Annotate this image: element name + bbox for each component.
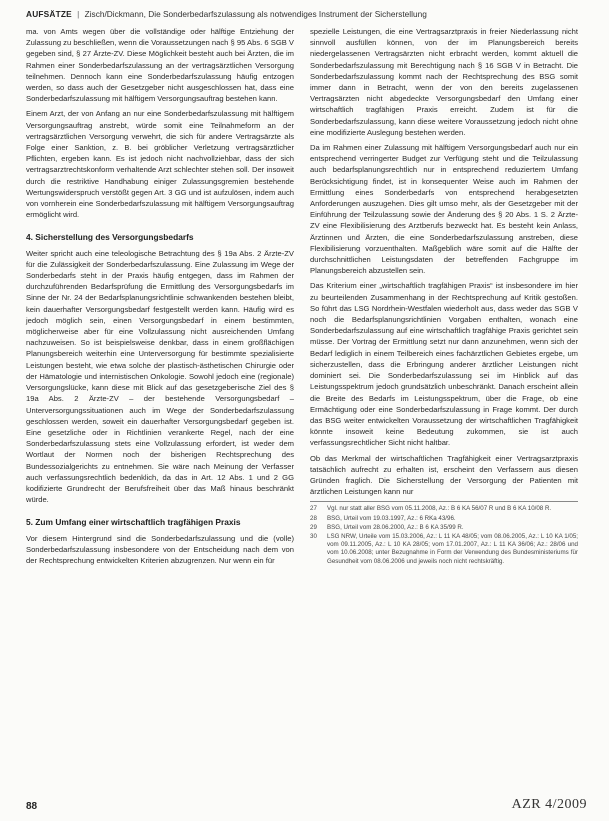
footnote — [310, 533, 578, 566]
paragraph: Das Kriterium einer „wirtschaftlich tragfähigen Praxis“ ist insbesondere im hier zu beurteilenden Zusammenhang in der Rechtsprechung auf Kritik gestoßen. So führt das LSG Nordrhein-Westfalen wiederholt aus, dass weder das SGB V noch die Bedarfsplanungsrichtlinien Vorgaben enthalten, wonach eine Sonderbedarfszulassung auf eine wirtschaftlich tragfähige Praxis gerichtet sein müsse. Der Vortrag der Ermittlung setzt nur dann anzunehmen, wenn sich der Bedarf lediglich in einem Teilbereich eines fachärztlichen Gebietes ergebe, um sicherzustellen, dass die Erbringung anderer ärztlicher Leistungen nicht dominiert sei. Die Sonderbedarfszulassung sei im Hinblick auf das Leistungsspektrum jedoch grundsätzlich unbeschränkt. Danach erscheint allein die Breite des Bedarfs im Leistungsspektrum, über die Frage, ob eine Ermächtigung oder eine Sonderbedarfszulassung in Frage kommt. Der durch das BSG weiter entwickelten Voraussetzung der wirtschaftlichen Tragfähigkeit könnte insoweit keine Bedeutung zukommen, sie ist auch verfassungsrechtlicher Sicht nicht haltbar. — [310, 281, 578, 448]
footnote-text: BSG, Urteil vom 19.03.1997, Az.: 6 RKa 43/96. — [327, 514, 456, 522]
section-heading: 4. Sicherstellung des Versorgungsbedarfs — [26, 232, 194, 243]
right-column — [310, 26, 578, 567]
footnote-number: 30 — [310, 532, 317, 540]
paragraph: Ob das Merkmal der wirtschaftlichen Tragfähigkeit einer Vertragsarztpraxis tatsächlich aufrecht zu erhalten ist, erscheint den Verfassern aus diesen Gründen fraglich. Die Sicherstellung der Versorgung der Patienten mit ärztlichen Leistungen kann nur — [310, 453, 578, 497]
paragraph: Da im Rahmen einer Zulassung mit hälftigem Versorgungsbedarf auch nur ein entsprechend verringerter Budget zur Verfügung steht und die Teilzulassung auch bedarfsplanungsrechtlich nur in entsprechend reduziertem Umfang Berücksichtigung findet, ist in konsequenter Weise auch im Rahmen der Ermittlung eines Sonderbedarfs von entsprechend herabgesetzten Anforderungen auszugehen. Dies gilt umso mehr, als der Gesetzgeber mit der Einführung der Teilzulassung sowie der Änderung des § 20 Abs. 1 S. 2 Ärzte-ZV eine Flexibilisierung des Arztberufs bezweckt hat. Es besteht kein Anlass, Ärztinnen und Ärzten, die eine Sonderbedarfszulassung anstreben, diese Flexibilisierung vorzuenthalten. Maßgeblich wäre somit auf die Hälfte der durchschnittlichen Leistungsdaten der betreffenden Fachgruppe im Planungsbereich abzustellen sein. — [310, 143, 578, 276]
paragraph: Einem Arzt, der von Anfang an nur eine Sonderbedarfszulassung mit hälftigem Versorgungsauftrag anstrebt, würde somit eine Teilnahmeform an der vertragsärztlichen Versorgung verwehrt, die sich für andere Vertragsärzte als Folge einer Sanktion, z. B. bei gröblicher Verletzung vertragsärztlicher Pflichten, ergeben kann. Es ist jedoch nicht nachvollziehbar, dass der sich vertragsarztrechtskonform verhaltende Arzt schlechter stehen soll. Der insoweit durch die restriktive Handhabung einiger Zulassungsgremien bestehende Wertungswiderspruch verstößt gegen Art. 3 GG und ist aufzulösen, indem auch von vornherein eine Sonderbedarfszulassung mit hälftigem Versorgungsauftrag ermöglicht wird. — [26, 109, 294, 220]
footnote — [310, 515, 578, 523]
paragraph: Weiter spricht auch eine teleologische Betrachtung des § 19a Abs. 2 Ärzte-ZV für die Zulässigkeit der Sonderbedarfszulassung. Eine Zulassung im Wege der Sonderbedarfs steht in der Praxis häufig entgegen, dass im Rahmen der durchzuführenden Bedarfsprüfung die Ermittlung des Versorgungsbedarfs im Sinne der Nr. 24 der Bedarfsplanungsrichtlinie schwankenden bestehen bleibt, kein dauerhafter Versorgungsbedarf festgestellt werden kann. Häufig wird es jedoch möglich sein, einen Versorgungsbedarf in einem bestimmten, möglicherweise aber für eine Vollzulassung nicht ausreichenden Umfang nachzuweisen. So ist beispielsweise denkbar, dass in einem großflächigen Planungsbereich weiterhin eine Unterversorgung für bestimmte spezialisierte Leistungen besteht, wie etwa solche der plastisch-ästhetischen Chirurgie oder der Hämatologie und internistischen Onkologie. Sowohl jedoch eine (regionale) Versorgungslücke, kann diese mit Blick auf das gesetzgeberische Ziel des § 19a Abs. 2 Ärzte-ZV – der bestehende Versorgungsbedarf – Unterversorgungssituationen auch im Wege der Sonderbedarfszulassung geschlossen werden, soweit ein dauerhafter Versorgungsbedarf gegeben ist. Eine gesetzliche oder in Richtlinien verankerte Regel, nach der eine Sonderbedarfszulassung stets eine Vollzulassung erfordert, ist weder dem Wortlaut der Normen noch der bisherigen Rechtsprechung des Bundessozialgerichts zu entnehmen. Sie wäre nach Meinung der Verfasser auch verfassungsrechtlich bedenklich, da das in Art. 12 Abs. 1 und 2 GG kodifizierte Grundrecht der Berufsfreiheit über das Maß hinaus beschränkt würde. — [26, 248, 294, 505]
running-header — [26, 8, 586, 20]
article-running-title: Zisch/Dickmann, Die Sonderbedarfszulassung als notwendiges Instrument der Sicherstellung — [84, 9, 427, 19]
paragraph: ma. von Amts wegen über die vollständige oder hälftige Entziehung der Zulassung zu beschließen, wenn die Voraussetzungen nach § 95 Abs. 6 SGB V gegeben sind, § 27 Ärzte-ZV. Diese Möglichkeit besteht auch bei Ärzten, die im Rahmen einer Sonderbedarfszulassung an der vertragsärztlichen Versorgung teilnehmen. Dennoch kann eine Sonderbedarfszulassung häufig entzogen werden, so dass auch der Gesetzgeber nicht ausgeschlossen hat, dass eine Sonderbedarfszulassung mit hälftigem Versorgungsauftrag bestehen kann. — [26, 27, 294, 104]
footnote-number: 28 — [310, 514, 317, 522]
paragraph: Vor diesem Hintergrund sind die Sonderbedarfszulassung und die (volle) Sonderbedarfszulassung insbesondere von der Entscheidung nach dem von der Rechtsprechung entwickelten Kriterien abzugrenzen. Nur wenn ein für — [26, 533, 294, 565]
footnote-text: LSG NRW, Urteile vom 15.03.2006, Az.: L 11 KA 48/05; vom 08.06.2005, Az.: L 10 KA 1/05; vom 09.11.2005, Az.: L 10 KA 28/05; vom 17.01.2007, Az.: L 11 KA 36/06; Az.: 28/06 und vom 10.06.2008; unter Bezugnahme in Form der Verwendung des Bundesministeriums für Gesundheit vom 08.06.2006 und jeweils noch nicht rechtskräftig. — [327, 532, 578, 565]
footnotes — [310, 501, 578, 565]
footnote-number: 27 — [310, 505, 317, 513]
section-label: AUFSÄTZE — [26, 9, 72, 19]
footnote-text: Vgl. nur statt aller BSG vom 05.11.2008, Az.: B 6 KA 56/07 R und B 6 KA 10/08 R. — [327, 505, 552, 513]
header-separator: | — [77, 9, 80, 19]
section-heading: 5. Zum Umfang einer wirtschaftlich tragfähigen Praxis — [26, 517, 241, 528]
footnote — [310, 524, 578, 532]
page-number: 88 — [26, 801, 38, 812]
paragraph: spezielle Leistungen, die eine Vertragsarztpraxis in freier Niederlassung nicht sinnvoll ausfüllen können, von der im Planungsbereich bereits niedergelassenen Vertragsärzten nicht erbracht werden, kommt aktuell die Sonderbedarfszulassung mit Berechtigung nach § 16 SGB V in Betracht. Die Sonderbedarfszulassung kommt nach der Rechtsprechung des BSG somit immer dann in Betracht, wenn der von den bereits zugelassenen Vertragsärzten nicht abgedeckte Versorgungsbedarf den Umfang einer wirtschaftlich tragfähigen Praxis erreicht. Zudem ist für die Sonderbedarfszulassung, kann diese weitere Voraussetzung jedoch nicht ohne eine modifizierte Auslegung bestehen werden. — [310, 27, 578, 137]
left-column — [26, 26, 294, 570]
footnote — [310, 505, 578, 513]
footnote-text: BSG, Urteil vom 28.06.2000, Az.: B 6 KA 35/99 R. — [327, 523, 464, 531]
footnote-number: 29 — [310, 523, 317, 531]
journal-issue: AZR 4/2009 — [511, 797, 587, 812]
